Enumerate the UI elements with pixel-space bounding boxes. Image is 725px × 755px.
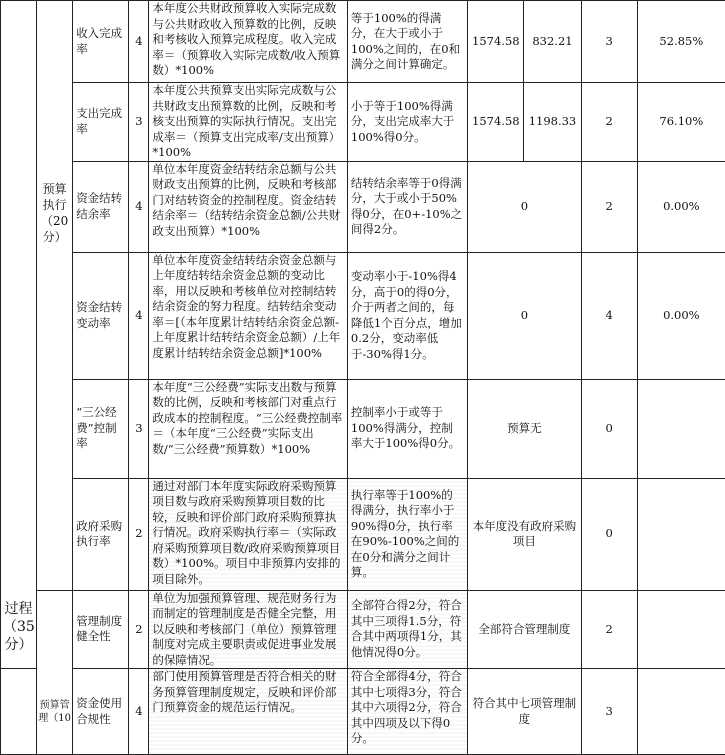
table-row bbox=[1, 161, 725, 252]
indicator-weight: 3 bbox=[129, 379, 149, 478]
actual-value: 832.21 bbox=[524, 1, 581, 83]
score-value: 4 bbox=[581, 252, 637, 379]
rate-value: 76.10% bbox=[637, 83, 725, 162]
budget-value: 1574.58 bbox=[468, 83, 524, 162]
indicator-name: “三公经费”控制率 bbox=[73, 379, 129, 478]
table-row bbox=[1, 1, 725, 83]
scoring-rule: 控制率小于或等于100%得满分，控制率大于100%得0分。 bbox=[347, 379, 467, 478]
note-cell: 全部符合管理制度 bbox=[468, 590, 581, 669]
note-cell: 符合其中七项管理制度 bbox=[468, 669, 581, 755]
rate-value: 52.85% bbox=[637, 1, 725, 83]
category-budget-execution-cell bbox=[37, 1, 73, 591]
rate-value: 0.00% bbox=[637, 161, 725, 252]
score-value: 2 bbox=[581, 590, 637, 669]
scoring-rule: 全部符合得2分，符合其中三项得1.5分，符合其中两项得1分，其他情况得0分。 bbox=[347, 590, 467, 669]
indicator-name: 资金使用合规性 bbox=[73, 669, 129, 755]
note-cell: 预算无 bbox=[468, 379, 581, 478]
empty-cell bbox=[637, 478, 725, 590]
score-value: 0 bbox=[581, 379, 637, 478]
indicator-description: 本年度公共财政预算收入实际完成数与公共财政收入预算数的比例，反映和考核收入预算完成程度。收入完成率＝（预算收入实际完成数/收入预算数）*100% bbox=[149, 1, 348, 83]
category-process-label: 过程（35分） bbox=[3, 601, 35, 653]
indicator-weight: 4 bbox=[129, 669, 149, 755]
score-value: 2 bbox=[581, 161, 637, 252]
indicator-weight: 4 bbox=[129, 1, 149, 83]
indicator-description: 部门使用预算管理是否符合相关的财务预算管理制度规定，反映和评价部门预算资金的规范运行情况。 bbox=[149, 669, 348, 755]
category-budget-management-cell bbox=[37, 590, 73, 755]
scoring-rule: 符合全部得4分，符合其中七项得3分，符合其中六项得2分，符合其中四项及以下得0分。 bbox=[347, 669, 467, 755]
indicator-name: 资金结转变动率 bbox=[73, 252, 129, 379]
indicator-description: 单位为加强预算管理、规范财务行为而制定的管理制度是否健全完整，用以反映和考核部门（单位）预算管理制度对完成主要职责或促进事业发展的保障情况。 bbox=[149, 590, 348, 669]
indicator-weight: 2 bbox=[129, 478, 149, 590]
budget-value: 1574.58 bbox=[468, 1, 524, 83]
scoring-rule: 执行率等于100%的得满分，执行率小于90%得0分，执行率在90%-100%之间的在0分和满分之间计算。 bbox=[347, 478, 467, 590]
indicator-description: 本年度公共预算支出实际完成数与公共财政支出预算数的比例，反映和考核支出预算的实际执行情况。支出完成率＝（预算支出完成率/支出预算）*100% bbox=[149, 83, 348, 162]
table-row bbox=[1, 669, 725, 755]
empty-cell bbox=[637, 379, 725, 478]
value-cell: 0 bbox=[468, 161, 581, 252]
indicator-weight: 4 bbox=[129, 161, 149, 252]
indicator-description: 单位本年度资金结转结余资金总额与上年度结转结余资金总额的变动比率，用以反映和考核单位对控制结转结余资金的努力程度。结转结余变动率＝[（本年度累计结转结余资金总额-上年度累计结转结余资金总额）/上年度累计结转结余资金总额]*100% bbox=[149, 252, 348, 379]
score-value: 3 bbox=[581, 1, 637, 83]
rate-value: 0.00% bbox=[637, 252, 725, 379]
value-cell: 0 bbox=[468, 252, 581, 379]
empty-cell bbox=[1, 669, 37, 755]
scoring-rule: 变动率小于-10%得4分，高于0的得0分，介于两者之间的，每降低1个百分点，增加0.2分，变动率低于-30%得1分。 bbox=[347, 252, 467, 379]
category-budget-management-label: 预算管理（10 bbox=[38, 700, 71, 724]
empty-cell bbox=[637, 669, 725, 755]
indicator-description: 通过对部门本年度实际政府采购预算项目数与政府采购预算项目数的比较，反映和评价部门政府采购预算执行情况。政府采购执行率＝（实际政府采购预算项目数/政府采购预算项目数）*100%。项目中非预算内安排的项目除外。 bbox=[149, 478, 348, 590]
indicator-name: 政府采购执行率 bbox=[73, 478, 129, 590]
indicator-description: 本年度“三公经费”实际支出数与预算数的比例，反映和考核部门对重点行政成本的控制程度。“三公经费控制率＝（本年度“三公经费”实际支出数/“三公经费”预算数）*100% bbox=[149, 379, 348, 478]
indicator-name: 支出完成率 bbox=[73, 83, 129, 162]
actual-value: 1198.33 bbox=[524, 83, 581, 162]
table-row bbox=[1, 590, 725, 669]
empty-cell bbox=[637, 590, 725, 669]
score-value: 2 bbox=[581, 83, 637, 162]
indicator-weight: 4 bbox=[129, 252, 149, 379]
note-cell: 本年度没有政府采购项目 bbox=[468, 478, 581, 590]
scoring-rule: 小于等于100%得满分，支出完成率大于100%得0分。 bbox=[347, 83, 467, 162]
score-value: 3 bbox=[581, 669, 637, 755]
indicator-weight: 3 bbox=[129, 83, 149, 162]
indicator-weight: 2 bbox=[129, 590, 149, 669]
indicator-name: 资金结转结余率 bbox=[73, 161, 129, 252]
scoring-rule: 结转结余率等于0得满分，大于或小于50%得0分，在0+-10%之间得2分。 bbox=[347, 161, 467, 252]
table-row bbox=[1, 379, 725, 478]
table-row bbox=[1, 83, 725, 162]
indicator-description: 单位本年度资金结转结余总额与公共财政支出预算的比例，反映和考核部门对结转资金的控制程度。资金结转结余率＝（结转结余资金总额/公共财政支出预算）*100% bbox=[149, 161, 348, 252]
category-process-cell bbox=[1, 1, 37, 669]
score-value: 0 bbox=[581, 478, 637, 590]
scoring-rule: 等于100%的得满分，在大于或小于100%之间的，在0和满分之间计算确定。 bbox=[347, 1, 467, 83]
indicator-name: 管理制度健全性 bbox=[73, 590, 129, 669]
table-row bbox=[1, 252, 725, 379]
table-row bbox=[1, 478, 725, 590]
category-budget-execution-label: 预算执行（20分） bbox=[41, 182, 68, 244]
indicator-name: 收入完成率 bbox=[73, 1, 129, 83]
